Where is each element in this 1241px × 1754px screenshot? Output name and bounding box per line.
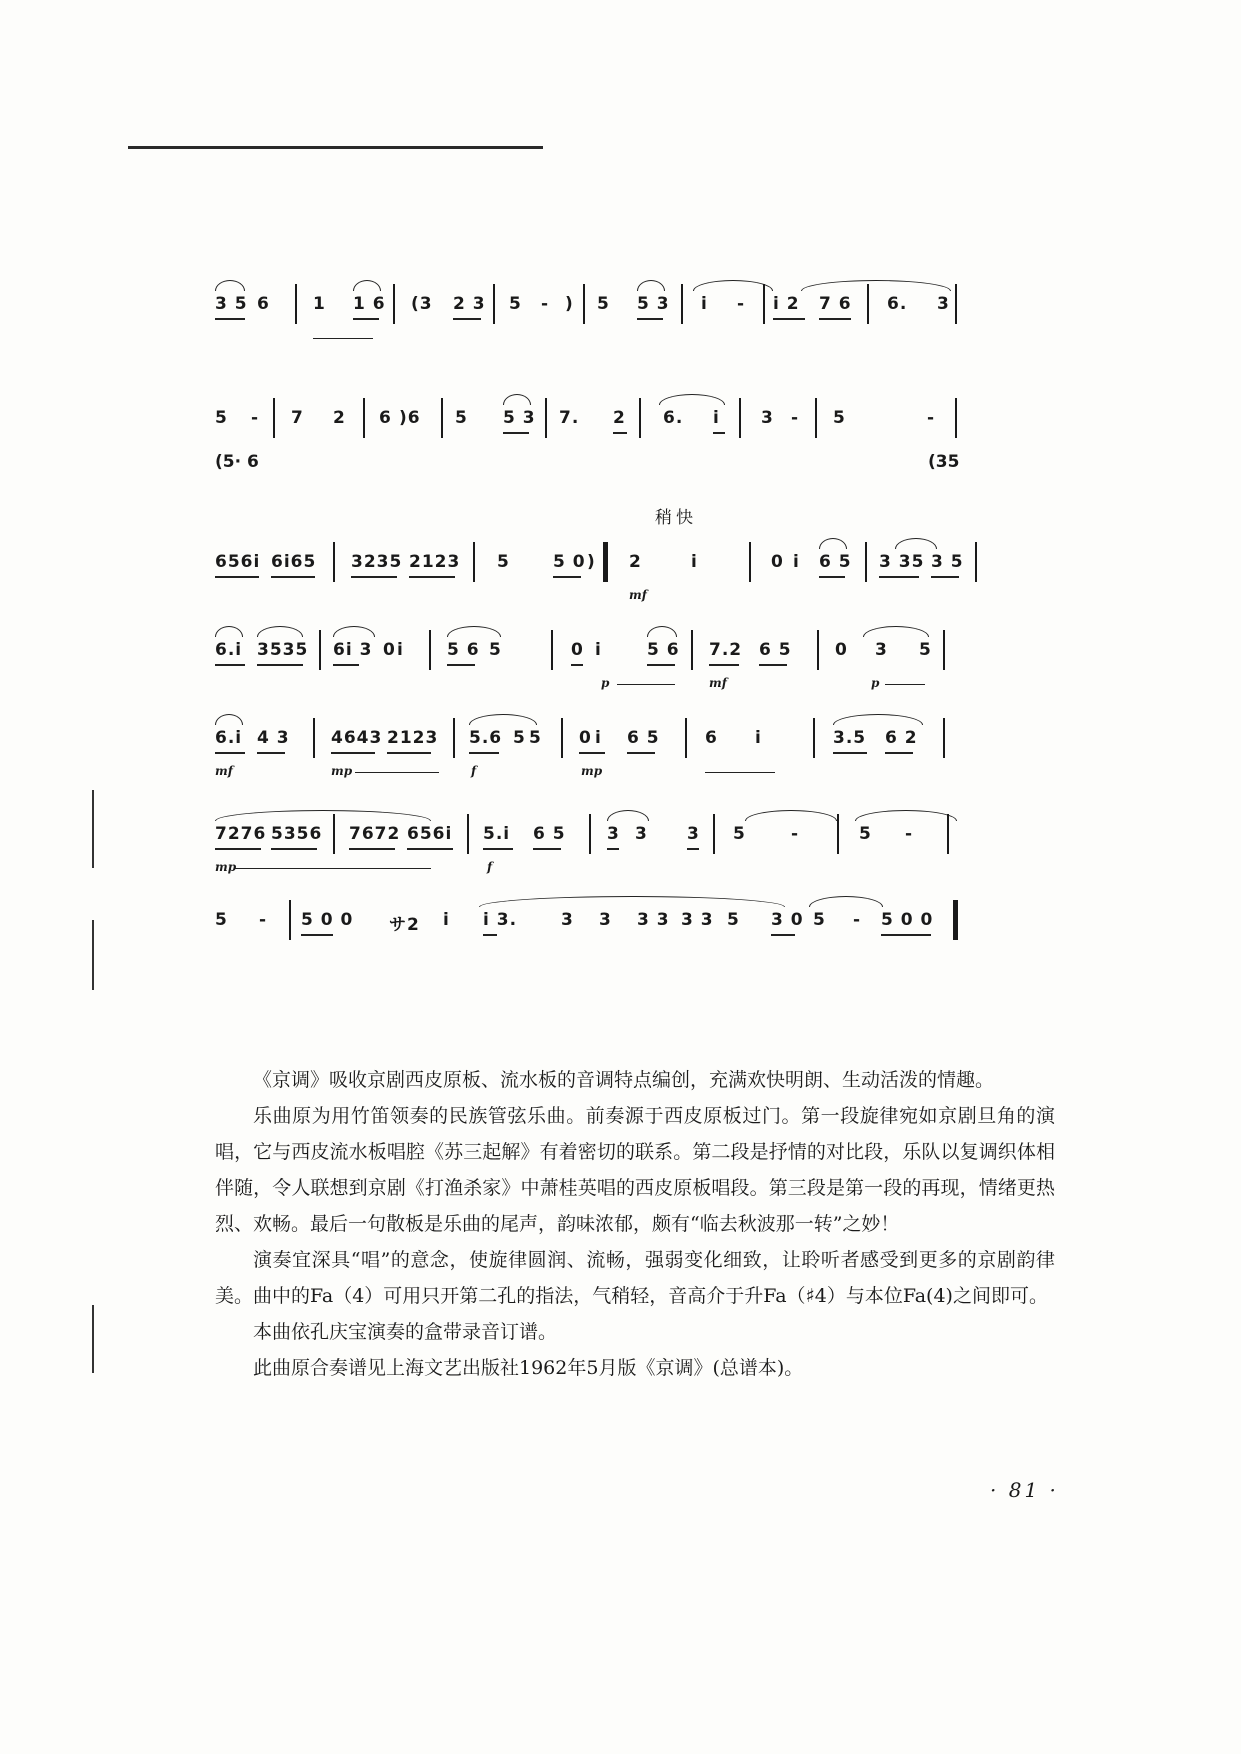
note: 3 (635, 824, 648, 844)
note: 5 (509, 294, 522, 314)
note: i (701, 294, 708, 314)
note: 0 (571, 640, 584, 660)
note: 5 0 0 (881, 910, 934, 930)
note: 7 (291, 408, 304, 428)
note: 7. (559, 408, 580, 428)
note: 6.i (215, 640, 243, 660)
commentary (215, 1062, 1055, 1386)
note: 3 5 (931, 552, 964, 572)
note: 2 (333, 408, 346, 428)
note: 5 3 (637, 294, 670, 314)
note: 6.i (215, 728, 243, 748)
note: i (691, 552, 698, 572)
note: 4643 (331, 728, 383, 748)
dynamic-mark: mf (215, 764, 233, 778)
note: 5 (859, 824, 872, 844)
note: - (791, 408, 800, 428)
note: 3 (599, 910, 612, 930)
commentary-paragraph: 本曲依孔庆宝演奏的盒带录音订谱。 (253, 1321, 558, 1343)
note: 6 5 (533, 824, 566, 844)
note: 3 (761, 408, 774, 428)
note: 7 6 (819, 294, 852, 314)
note: 5 (529, 728, 542, 748)
note: 0 (383, 640, 396, 660)
note: 5 (215, 910, 228, 930)
score-row-7 (215, 896, 1055, 956)
note: 5.i (483, 824, 511, 844)
note: i (397, 640, 404, 660)
note: 3 (607, 824, 620, 844)
note: 1 6 (353, 294, 386, 314)
note: - (905, 824, 914, 844)
note: 6 5 (759, 640, 792, 660)
score-row-5 (215, 714, 1055, 778)
dynamic-mark: mp (215, 860, 237, 874)
note: 2123 (409, 552, 461, 572)
note: 7276 (215, 824, 267, 844)
note: 2 (629, 552, 642, 572)
note: 0 (579, 728, 592, 748)
note: - (737, 294, 746, 314)
note: 2123 (387, 728, 439, 748)
lower-voice-right: (35 (928, 452, 960, 472)
note: 5 (497, 552, 510, 572)
note: 6. (887, 294, 908, 314)
note: 6 2 (885, 728, 918, 748)
note: 6 (257, 294, 270, 314)
note: ) (587, 552, 596, 572)
margin-mark-1 (92, 790, 94, 868)
note: 6. (663, 408, 684, 428)
note: 3 (875, 640, 888, 660)
commentary-paragraph: 演奏宜深具“唱”的意念，使旋律圆润、流畅，强弱变化细致，让聆听者感受到更多的京剧韵律美。曲中的Fa（4）可用只开第二孔的指法，气稍轻，音高介于升Fa（♯4）与本位Fa(4)之间即可。 (215, 1249, 1055, 1307)
note: 5 6 (647, 640, 680, 660)
dynamic-mark: p (601, 676, 610, 690)
note: 6i 3 (333, 640, 373, 660)
note: 1 (313, 294, 326, 314)
note: i (443, 910, 450, 930)
note: 5.6 (469, 728, 503, 748)
dynamic-mark: mf (629, 588, 647, 602)
note: 7.2 (709, 640, 743, 660)
lower-voice-left: (5· 6 (215, 452, 259, 472)
note: 3235 (351, 552, 403, 572)
note: 6 5 (627, 728, 660, 748)
note: 3 35 (879, 552, 925, 572)
header-rule (128, 146, 543, 149)
note: 4 3 (257, 728, 290, 748)
note: 6 (379, 408, 392, 428)
note: - (251, 408, 260, 428)
score-row-3 (215, 538, 1055, 602)
commentary-paragraph: 《京调》吸收京剧西皮原板、流水板的音调特点编创，充满欢快明朗、生动活泼的情趣。 (253, 1069, 995, 1091)
note: 5 (727, 910, 740, 930)
note: (3 (411, 294, 433, 314)
note: 5 (813, 910, 826, 930)
note: 3 5 (215, 294, 248, 314)
margin-mark-2 (92, 920, 94, 990)
note: 5 (513, 728, 526, 748)
note: 5 (733, 824, 746, 844)
note: 5 0 0 (301, 910, 354, 930)
dynamic-mark: mf (709, 676, 727, 690)
note: )6 (399, 408, 421, 428)
note: 0 (771, 552, 784, 572)
note: - (259, 910, 268, 930)
note: 3 (687, 824, 700, 844)
dynamic-mark: p (871, 676, 880, 690)
dynamic-mark: mp (581, 764, 603, 778)
score-row-4 (215, 626, 1055, 690)
note: 5 (919, 640, 932, 660)
note: 5 (597, 294, 610, 314)
score-row-2 (215, 394, 1055, 454)
note: 6 (705, 728, 718, 748)
note: 6i65 (271, 552, 317, 572)
note: サ2 (389, 915, 420, 935)
note: - (853, 910, 862, 930)
note: 3 (561, 910, 574, 930)
note: 5356 (271, 824, 323, 844)
note: - (791, 824, 800, 844)
note: 3 3 (637, 910, 670, 930)
note: 5 (215, 408, 228, 428)
note: 5 6 (447, 640, 480, 660)
note: 3535 (257, 640, 309, 660)
note: 3 3 (681, 910, 714, 930)
dynamic-mark: f (471, 764, 477, 778)
note: 2 3 (453, 294, 486, 314)
note: i (713, 408, 720, 428)
note: 0 (835, 640, 848, 660)
note: 6 5 (819, 552, 852, 572)
note: 656i (215, 552, 261, 572)
note: 656i (407, 824, 453, 844)
note: 3 (937, 294, 950, 314)
note: i 3. (483, 910, 518, 930)
page-number: · 81 · (990, 1478, 1059, 1502)
note: i (793, 552, 800, 572)
note: i (595, 640, 602, 660)
note: 2 (613, 408, 626, 428)
note: i (595, 728, 602, 748)
note: 5 3 (503, 408, 536, 428)
commentary-paragraph: 乐曲原为用竹笛领奏的民族管弦乐曲。前奏源于西皮原板过门。第一段旋律宛如京剧旦角的演唱，它与西皮流水板唱腔《苏三起解》有着密切的联系。第二段是抒情的对比段，乐队以复调织体相伴随，令人联想到京剧《打渔杀家》中萧桂英唱的西皮原板唱段。第三段是第一段的再现，情绪更热烈、欢畅。最后一句散板是乐曲的尾声，韵味浓郁，颇有“临去秋波那一转”之妙！ (215, 1105, 1055, 1235)
note: - (927, 408, 936, 428)
note: 7672 (349, 824, 401, 844)
note: - (541, 294, 550, 314)
dynamic-mark: f (487, 860, 493, 874)
score-row-6 (215, 810, 1055, 874)
commentary-paragraph: 此曲原合奏谱见上海文艺出版社1962年5月版《京调》(总谱本)。 (253, 1357, 804, 1379)
note: i 2 (773, 294, 800, 314)
note: 5 (489, 640, 502, 660)
dynamic-mark: mp (331, 764, 353, 778)
note: 3 0 (771, 910, 804, 930)
note: 5 (833, 408, 846, 428)
score-row-1 (215, 280, 1055, 340)
note: 5 0 (553, 552, 586, 572)
note: ) (565, 294, 574, 314)
margin-mark-3 (92, 1305, 94, 1373)
note: 5 (455, 408, 468, 428)
note: 3.5 (833, 728, 867, 748)
note: i (755, 728, 762, 748)
tempo-marking: 稍快 (655, 508, 697, 528)
